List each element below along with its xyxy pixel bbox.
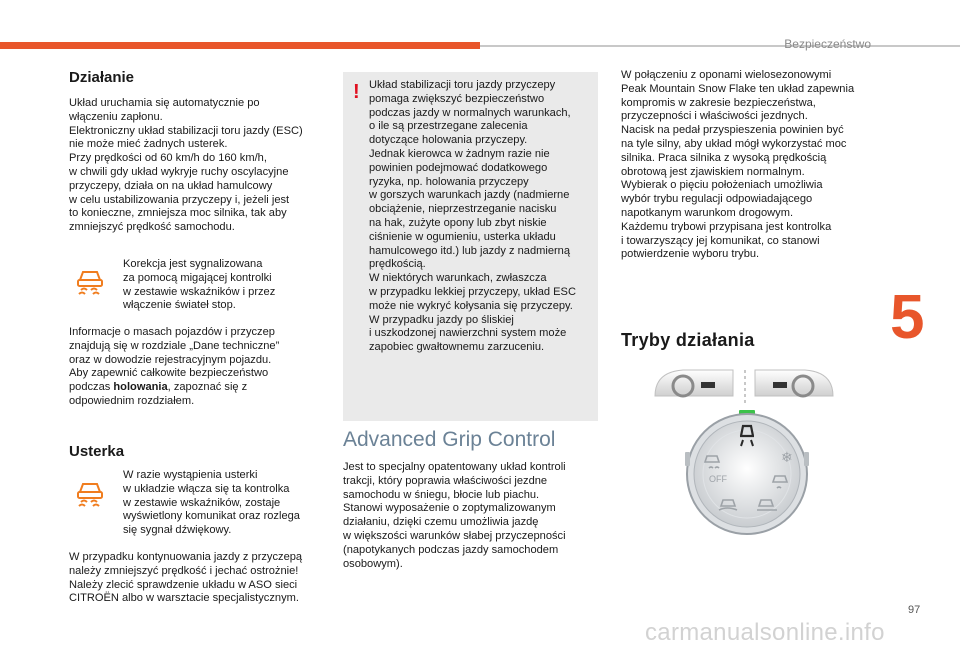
paragraph-tyres: W połączeniu z oponami wielosezonowymi Peak Mountain Snow Flake ten układ zapewnia kompromis w zakresie bezpieczeństwa, przyczepności i właściwości jezdnych. Nacisk na pedał przyspieszenia powinien być na tyle silny, aby układ mógł wykorzystać moc silnika. Praca silnika z wysoką prędkością obrotową jest zjawiskiem normalnym. Wybierak o pięciu położeniach umożliwia wybór trybu regulacji odpowiadającego napotkanym warunkom drogowym. Każdemu trybowi przypisana jest kontrolka i towarzyszący jej komunikat, co stanowi potwierdzenie wyboru trybu. — [621, 69, 855, 261]
masses-text-end: , zapoznać się z odpowiednim rozdziałem. — [69, 381, 248, 407]
paragraph-fault: W razie wystąpienia usterki w układzie włącza się ta kontrolka w zestawie wskaźników, zostaje wyświetlony komunikat oraz rozlega się sygnał dźwiękowy. — [123, 469, 300, 537]
chapter-number: 5 — [890, 283, 925, 352]
header-accent-bar — [0, 42, 480, 49]
svg-text:❄: ❄ — [781, 450, 793, 466]
warning-text: Układ stabilizacji toru jazdy przyczepy pomaga zwiększyć bezpieczeństwo podczas jazdy w normalnych warunkach, o ile są przestrzegane zalecenia dotyczące holowania przyczepy. Jednak kierowca w żadnym razie nie powinien podejmować dodatkowego ryzyka, np. holowania przyczepy w gorszych warunkach jazdy (nadmierne obciążenie, nieprzestrzeganie nacisku na hak, zużyte opony lub zbyt niskie ciśnienie w ogumieniu, usterka układu hamulcowego itd.) lub jazdy z nadmierną prędkością. W niektórych warunkach, zwłaszcza w przypadku lekkiej przyczepy, układ ESC może nie wykryć kołysania się przyczepy. W przypadku jazdy po śliskiej i uszkodzonej nawierzchni system może zapobiec gwałtownemu zarzuceniu. — [369, 79, 576, 354]
masses-text-bold: holowania — [113, 381, 168, 394]
masses-text-start: Informacje o masach pojazdów i przyczep znajdują się w rozdziale „Dane techniczne” oraz w dowodzie rejestracyjnym pojazdu. Aby zapewnić całkowite bezpieczeństwo podczas — [69, 326, 280, 394]
page-number: 97 — [908, 604, 921, 616]
paragraph-masses — [69, 326, 331, 409]
header-rule — [480, 45, 960, 47]
agc-description: Jest to specjalny opatentowany układ kontroli trakcji, który poprawia właściwości jezdne samochodu w śniegu, błocie lub piachu. Stanowi wyposażenie o zoptymalizowanym działaniu, dzięki czemu umożliwia jazdę w większości warunków słabej przyczepności (napotykanych podczas jazdy samochodem osobowym). — [343, 461, 566, 570]
paragraph-continue: W przypadku kontynuowania jazdy z przyczepą należy zmniejszyć prędkość i jechać ostrożnie! Należy zlecić sprawdzenie układu w ASO sieci CITROËN albo w warsztacie specjalistycznym. — [69, 551, 303, 605]
dial-off-label: OFF — [709, 474, 727, 484]
section-title: Bezpieczeństwo — [784, 37, 871, 51]
watermark: carmanualsonline.info — [645, 619, 885, 646]
agc-title: Advanced Grip Control — [343, 428, 556, 451]
heading-usterka: Usterka — [69, 443, 125, 460]
trailer-fault-icon — [75, 478, 105, 508]
paragraph-operation: Układ uruchamia się automatycznie po włączeniu zapłonu. Elektroniczny układ stabilizacji toru jazdy (ESC) nie może mieć żadnych usterek. Przy prędkości od 60 km/h do 160 km/h, w chwili gdy układ wykryje ruchy oscylacyjne przyczepy, działa on na układ hamulcowy w celu ustabilizowania przyczepy i, jeżeli jest to konieczne, zmniejsza moc silnika, tak aby zmniejszyć prędkość samochodu. — [69, 97, 303, 234]
paragraph-correction: Korekcja jest sygnalizowana za pomocą migającej kontrolki w zestawie wskaźników i przez włączenie świateł stop. — [123, 258, 276, 312]
warning-exclamation-icon: ! — [353, 81, 360, 103]
dashboard-pictogram — [653, 366, 835, 408]
heading-dzialanie: Działanie — [69, 69, 135, 86]
grip-control-dial-icon — [683, 410, 811, 538]
trailer-stability-icon — [75, 266, 105, 296]
modes-title: Tryby działania — [621, 330, 755, 350]
